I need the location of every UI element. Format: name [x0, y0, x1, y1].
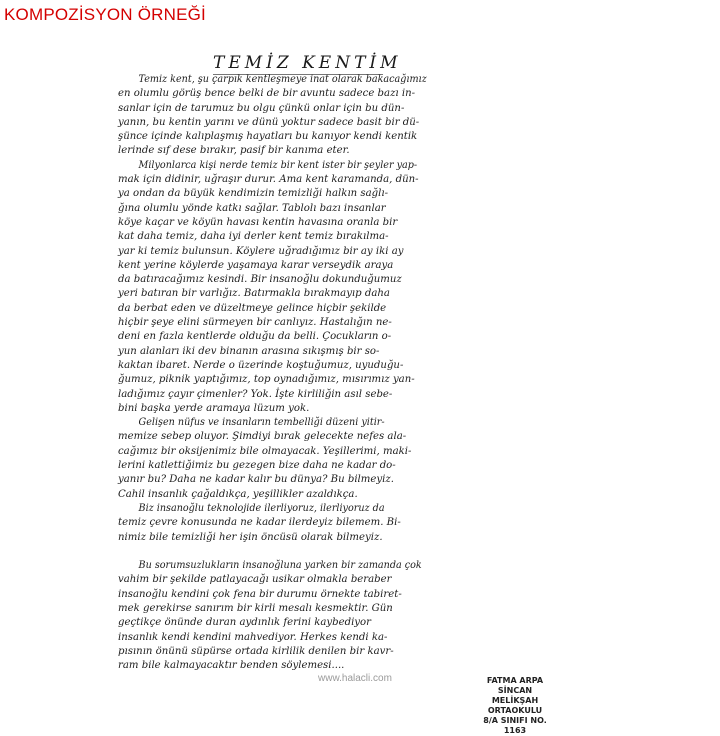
essay-line: Milyonlarca kişi nerde temiz bir kent ister bir şeyler yap-	[138, 158, 418, 171]
author-name: FATMA ARPA	[486, 676, 544, 685]
essay-body	[118, 72, 550, 672]
essay-line: temiz çevre konusunda ne kadar ilerdeyiz bilemem. Bi-	[118, 516, 401, 529]
essay-line: köye kaçar ve köyün havası kentin havasına oranla bir	[118, 215, 398, 228]
essay-line: deni en fazla kentlerde olduğu da belli. Çocukların o-	[118, 330, 392, 343]
essay-line: kent yerine köylerde yaşamaya karar verseydik araya	[118, 258, 394, 271]
essay-line: bini başka yerde aramaya lüzum yok.	[118, 401, 310, 414]
essay-line: yeri batıran bir varlığız. Batırmakla bırakmayıp daha	[118, 287, 390, 300]
essay-line: yanın, bu kentin yarını ve dünü yoktur sadece basit bir dü-	[118, 115, 420, 128]
essay-line: cağımız bir oksijenimiz bile olmayacak. Yeşillerimi, maki-	[118, 444, 412, 457]
essay-line: kat daha temiz, daha iyi derler kent temiz bırakılma-	[118, 230, 389, 243]
essay-line: yanır bu? Daha ne kadar kalır bu dünya? Bu bilmeyiz.	[118, 473, 394, 486]
essay-title: TEMİZ KENTİM	[213, 53, 402, 73]
essay-line: Cahil insanlık çağaldıkça, yeşillikler azaldıkça.	[118, 487, 358, 500]
essay-line: hiçbir şeye elini sürmeyen bir canlıyız. Hastalığın ne-	[118, 316, 392, 329]
essay-line: lerini katlettiğimiz bu gezegen bize daha ne kadar do-	[118, 459, 396, 472]
essay-line: ğına olumlu yönde katkı sağlar. Tablolı bazı insanlar	[118, 201, 386, 214]
class-info: 8/A SINIFI NO. 1163	[483, 716, 547, 735]
essay-line: mek gerekirse sanırım bir kirli mesalı kesmektir. Gün	[118, 601, 393, 614]
essay-line: mak için didinir, uğraşır durur. Ama kent karamanda, dün-	[118, 173, 419, 186]
school-name: SİNCAN MELİKŞAH ORTAOKULU	[487, 686, 543, 715]
essay-line: Bu sorumsuzlukların insanoğluna yarken bir zamanda çok	[138, 559, 422, 572]
page-heading: KOMPOZİSYON ÖRNEĞİ	[4, 5, 206, 24]
essay-line: Biz insanoğlu teknolojide ilerliyoruz, ilerliyoruz da	[138, 501, 385, 514]
essay-line: ya ondan da büyük kendimizin temizliği halkın sağlı-	[118, 187, 389, 200]
essay-line: Gelişen nüfus ve insanların tembelliği düzeni yitir-	[138, 416, 385, 429]
essay-line: ladığımız çayır çimenler? Yok. İşte kirliliğin asıl sebe-	[118, 387, 393, 400]
essay-line: kaktan ibaret. Nerde o üzerinde koştuğumuz, uyuduğu-	[118, 358, 404, 371]
essay-line: yar ki temiz bulunsun. Köylere uğradığımız bir ay iki ay	[118, 244, 404, 257]
essay-line: insanoğlu kendini çok fena bir durumu örnekte tabiret-	[118, 587, 402, 600]
essay-line: yun alanları iki dev binanın arasına sıkışmış bir so-	[118, 344, 380, 357]
essay-line: sanlar için de tarumuz bu olgu çünkü onlar için bu dün-	[118, 101, 405, 114]
essay-line: da batıracağımız kesindi. Bir insanoğlu dokunduğumuz	[118, 273, 402, 286]
essay-line: da berbat eden ve düzeltmeye gelince hiçbir şekilde	[118, 301, 387, 314]
essay-line: en olumlu görüş bence belki de bir avuntu sadece bazı in-	[118, 87, 416, 100]
essay-line: pısının önünü süpürse ortada kirlilik denilen bir kavr-	[118, 644, 394, 657]
essay-line: memize sebep oluyor. Şimdiyi bırak gelecekte nefes ala-	[118, 430, 407, 443]
essay-line: vahim bir şekilde patlayacağı usikar olmakla beraber	[118, 573, 392, 586]
essay-line: geçtikçe önünde duran aydınlık ferini kaybediyor	[118, 616, 371, 629]
essay-line: ram bile kalmayacaktır benden söylemesi....	[118, 659, 345, 672]
essay-line: nimiz bile temizliği her işin öncüsü olarak bilmeyiz.	[118, 530, 383, 543]
essay-line: insanlık kendi kendini mahvediyor. Herkes kendi ka-	[118, 630, 388, 643]
essay-line	[118, 544, 543, 558]
watermark: www.halacli.com	[318, 673, 392, 684]
essay-line: ğumuz, piknik yaptığımız, top oynadığımız, mısırımız yan-	[118, 373, 415, 386]
signature-block	[480, 676, 550, 736]
essay-line: lerinde sıf dese bırakır, pasif bir kanıma eter.	[118, 144, 350, 157]
essay-line: şünce içinde kalıplaşmış hayatları bu kanıyor kendi kentik	[118, 130, 418, 143]
essay-line: Temiz kent, şu çarpık kentleşmeye inat olarak bakacağımız	[138, 73, 427, 85]
